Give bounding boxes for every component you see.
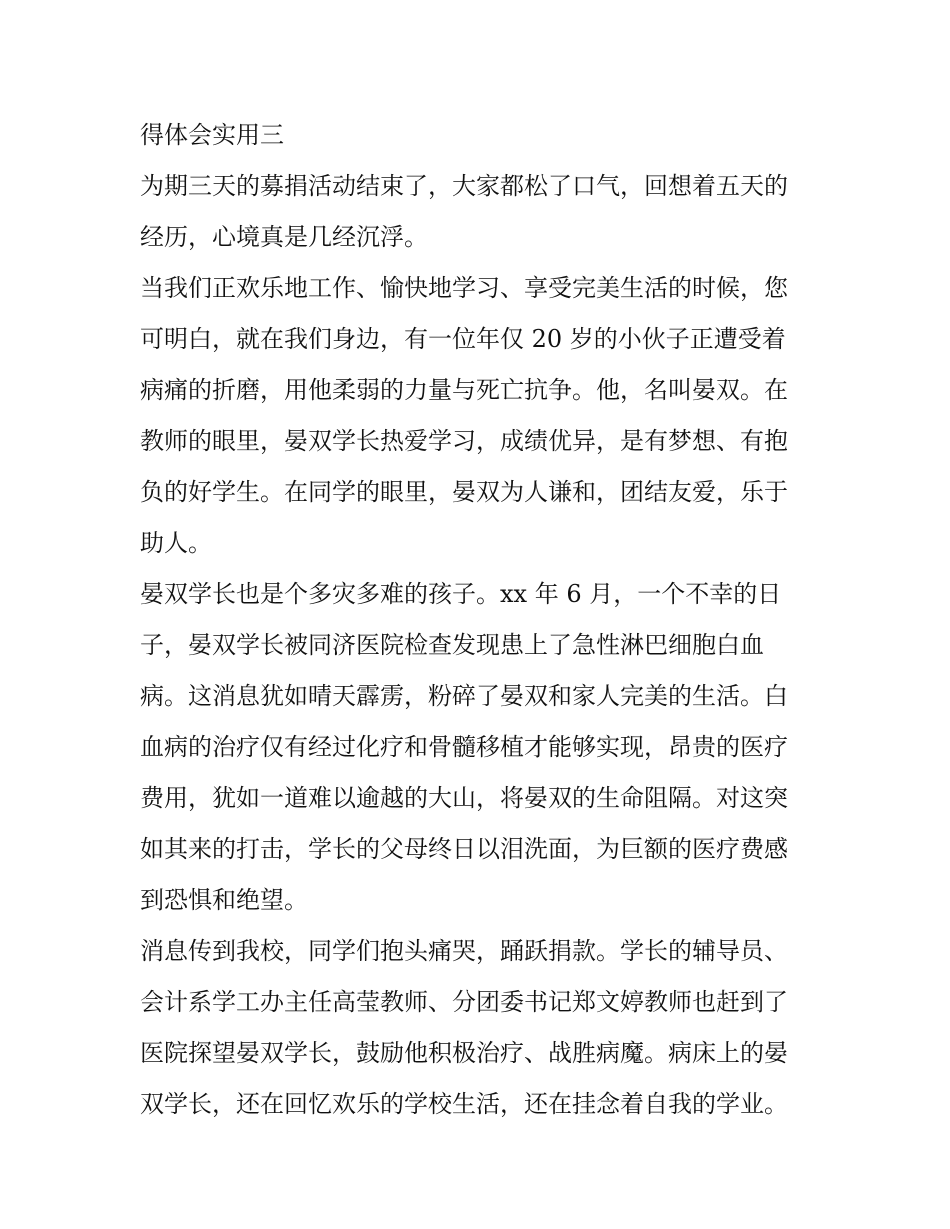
paragraph-line: 病。这消息犹如晴天霹雳，粉碎了晏双和家人完美的生活。白 [140,682,788,710]
paragraph-line: 经历，心境真是几经沉浮。 [140,223,428,251]
paragraph-line: 为期三天的募捐活动结束了，大家都松了口气，回想着五天的 [140,172,788,200]
document-title: 得体会实用三 [140,121,284,149]
paragraph-line: 晏双学长也是个多灾多难的孩子。xx 年 6 月，一个不幸的日 [140,580,782,608]
paragraph-line: 教师的眼里，晏双学长热爱学习，成绩优异，是有梦想、有抱 [140,427,788,455]
paragraph-1 [140,161,812,263]
paragraph-line: 医院探望晏双学长，鼓励他积极治疗、战胜病魔。病床上的晏 [140,1039,788,1067]
paragraph-line: 会计系学工办主任高莹教师、分团委书记郑文婷教师也赶到了 [140,988,788,1016]
paragraph-line: 负的好学生。在同学的眼里，晏双为人谦和，团结友爱，乐于 [140,478,788,506]
paragraph-line: 病痛的折磨，用他柔弱的力量与死亡抗争。他，名叫晏双。在 [140,376,788,404]
paragraph-line: 血病的治疗仅有经过化疗和骨髓移植才能够实现，昂贵的医疗 [140,733,788,761]
paragraph-line: 费用，犹如一道难以逾越的大山，将晏双的生命阻隔。对这突 [140,784,788,812]
paragraph-line: 可明白，就在我们身边，有一位年仅 20 岁的小伙子正遭受着 [140,325,786,353]
paragraph-4 [140,926,812,1130]
paragraph-line: 子，晏双学长被同济医院检查发现患上了急性淋巴细胞白血 [140,631,764,659]
paragraph-line: 双学长，还在回忆欢乐的学校生活，还在挂念着自我的学业。 [140,1090,788,1118]
paragraph-line: 当我们正欢乐地工作、愉快地学习、享受完美生活的时候，您 [140,274,788,302]
document-body [140,110,812,1130]
paragraph-line: 消息传到我校，同学们抱头痛哭，踊跃捐款。学长的辅导员、 [140,937,788,965]
paragraph-line: 如其来的打击，学长的父母终日以泪洗面，为巨额的医疗费感 [140,835,788,863]
paragraph-line: 助人。 [140,529,212,557]
paragraph-line: 到恐惧和绝望。 [140,886,308,914]
paragraph-2 [140,263,812,569]
paragraph-3 [140,569,812,926]
